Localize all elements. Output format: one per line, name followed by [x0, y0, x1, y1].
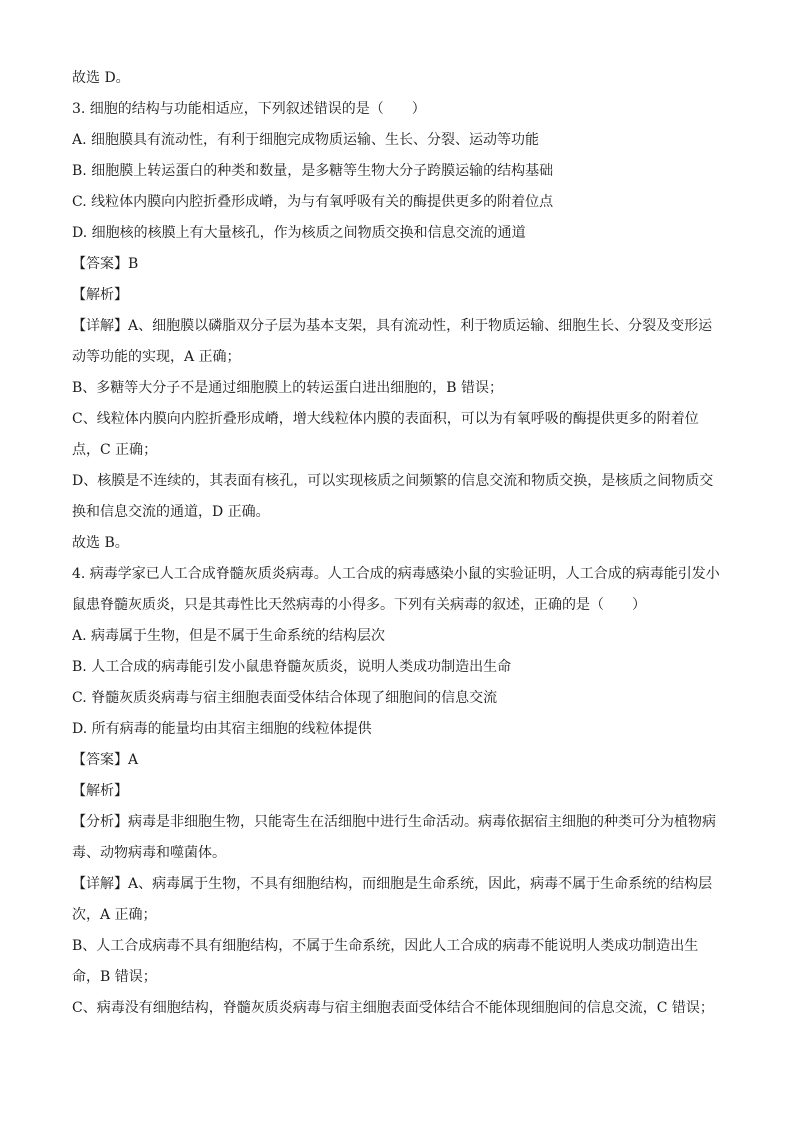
question-3-detail-line: D、核膜是不连续的，其表面有核孔，可以实现核质之间频繁的信息交流和物质交换，是核质之间物质交 — [72, 473, 714, 489]
question-4-option-d: D. 所有病毒的能量均由其宿主细胞的线粒体提供 — [72, 721, 372, 737]
question-4-analysis-line: 毒、动物病毒和噬菌体。 — [72, 845, 226, 861]
question-3-analysis-heading: 【解析】 — [72, 287, 128, 303]
question-4-option-a: A. 病毒属于生物，但是不属于生命系统的结构层次 — [72, 628, 386, 644]
question-4-detail-line: C、病毒没有细胞结构，脊髓灰质炎病毒与宿主细胞表面受体结合不能体现细胞间的信息交流，C 错误； — [72, 1000, 714, 1016]
question-4-option-b: B. 人工合成的病毒能引发小鼠患脊髓灰质炎，说明人类成功制造出生命 — [72, 659, 512, 675]
question-3-detail-line: 换和信息交流的通道，D 正确。 — [72, 504, 270, 520]
question-4-detail-line: 【详解】A、病毒属于生物，不具有细胞结构，而细胞是生命系统，因此，病毒不属于生命系统的结构层 — [72, 876, 713, 892]
question-3-detail-line: B、多糖等大分子不是通过细胞膜上的转运蛋白进出细胞的，B 错误； — [72, 380, 504, 396]
question-3-stem: 3. 细胞的结构与功能相适应，下列叙述错误的是（ ） — [72, 101, 426, 117]
question-3-detail-line: 点，C 正确； — [72, 442, 158, 458]
question-4-stem: 鼠患脊髓灰质炎，只是其毒性比天然病毒的小得多。下列有关病毒的叙述，正确的是（ ） — [72, 597, 646, 613]
question-3-conclusion: 故选 B。 — [72, 535, 129, 551]
question-4-detail-line: B、人工合成病毒不具有细胞结构，不属于生命系统，因此人工合成的病毒不能说明人类成功制造出生 — [72, 938, 699, 954]
question-4-detail-line: 命，B 错误； — [72, 969, 157, 985]
question-3-detail-line: 动等功能的实现，A 正确； — [72, 349, 241, 365]
question-4-answer: 【答案】A — [72, 752, 139, 768]
question-3-answer: 【答案】B — [72, 256, 139, 272]
question-3-detail-line: 【详解】A、细胞膜以磷脂双分子层为基本支架，具有流动性，利于物质运输、细胞生长、分裂及变形运 — [72, 318, 713, 334]
question-3-option-b: B. 细胞膜上转运蛋白的种类和数量，是多糖等生物大分子跨膜运输的结构基础 — [72, 163, 554, 179]
answer-conclusion: 故选 D。 — [72, 70, 130, 86]
question-3-option-d: D. 细胞核的核膜上有大量核孔，作为核质之间物质交换和信息交流的通道 — [72, 225, 526, 241]
question-4-option-c: C. 脊髓灰质炎病毒与宿主细胞表面受体结合体现了细胞间的信息交流 — [72, 690, 498, 706]
question-3-detail-line: C、线粒体内膜向内腔折叠形成嵴，增大线粒体内膜的表面积，可以为有氧呼吸的酶提供更多的附着位 — [72, 411, 699, 427]
question-4-detail-line: 次，A 正确； — [72, 907, 157, 923]
question-4-stem: 4. 病毒学家已人工合成脊髓灰质炎病毒。人工合成的病毒感染小鼠的实验证明，人工合成的病毒能引发小 — [72, 566, 720, 582]
question-4-analysis-line: 【分析】病毒是非细胞生物，只能寄生在活细胞中进行生命活动。病毒依据宿主细胞的种类可分为植物病 — [72, 814, 716, 830]
question-3-option-c: C. 线粒体内膜向内腔折叠形成嵴，为与有氧呼吸有关的酶提供更多的附着位点 — [72, 194, 554, 210]
question-4-analysis-heading: 【解析】 — [72, 783, 128, 799]
question-3-option-a: A. 细胞膜具有流动性，有利于细胞完成物质运输、生长、分裂、运动等功能 — [72, 132, 540, 148]
